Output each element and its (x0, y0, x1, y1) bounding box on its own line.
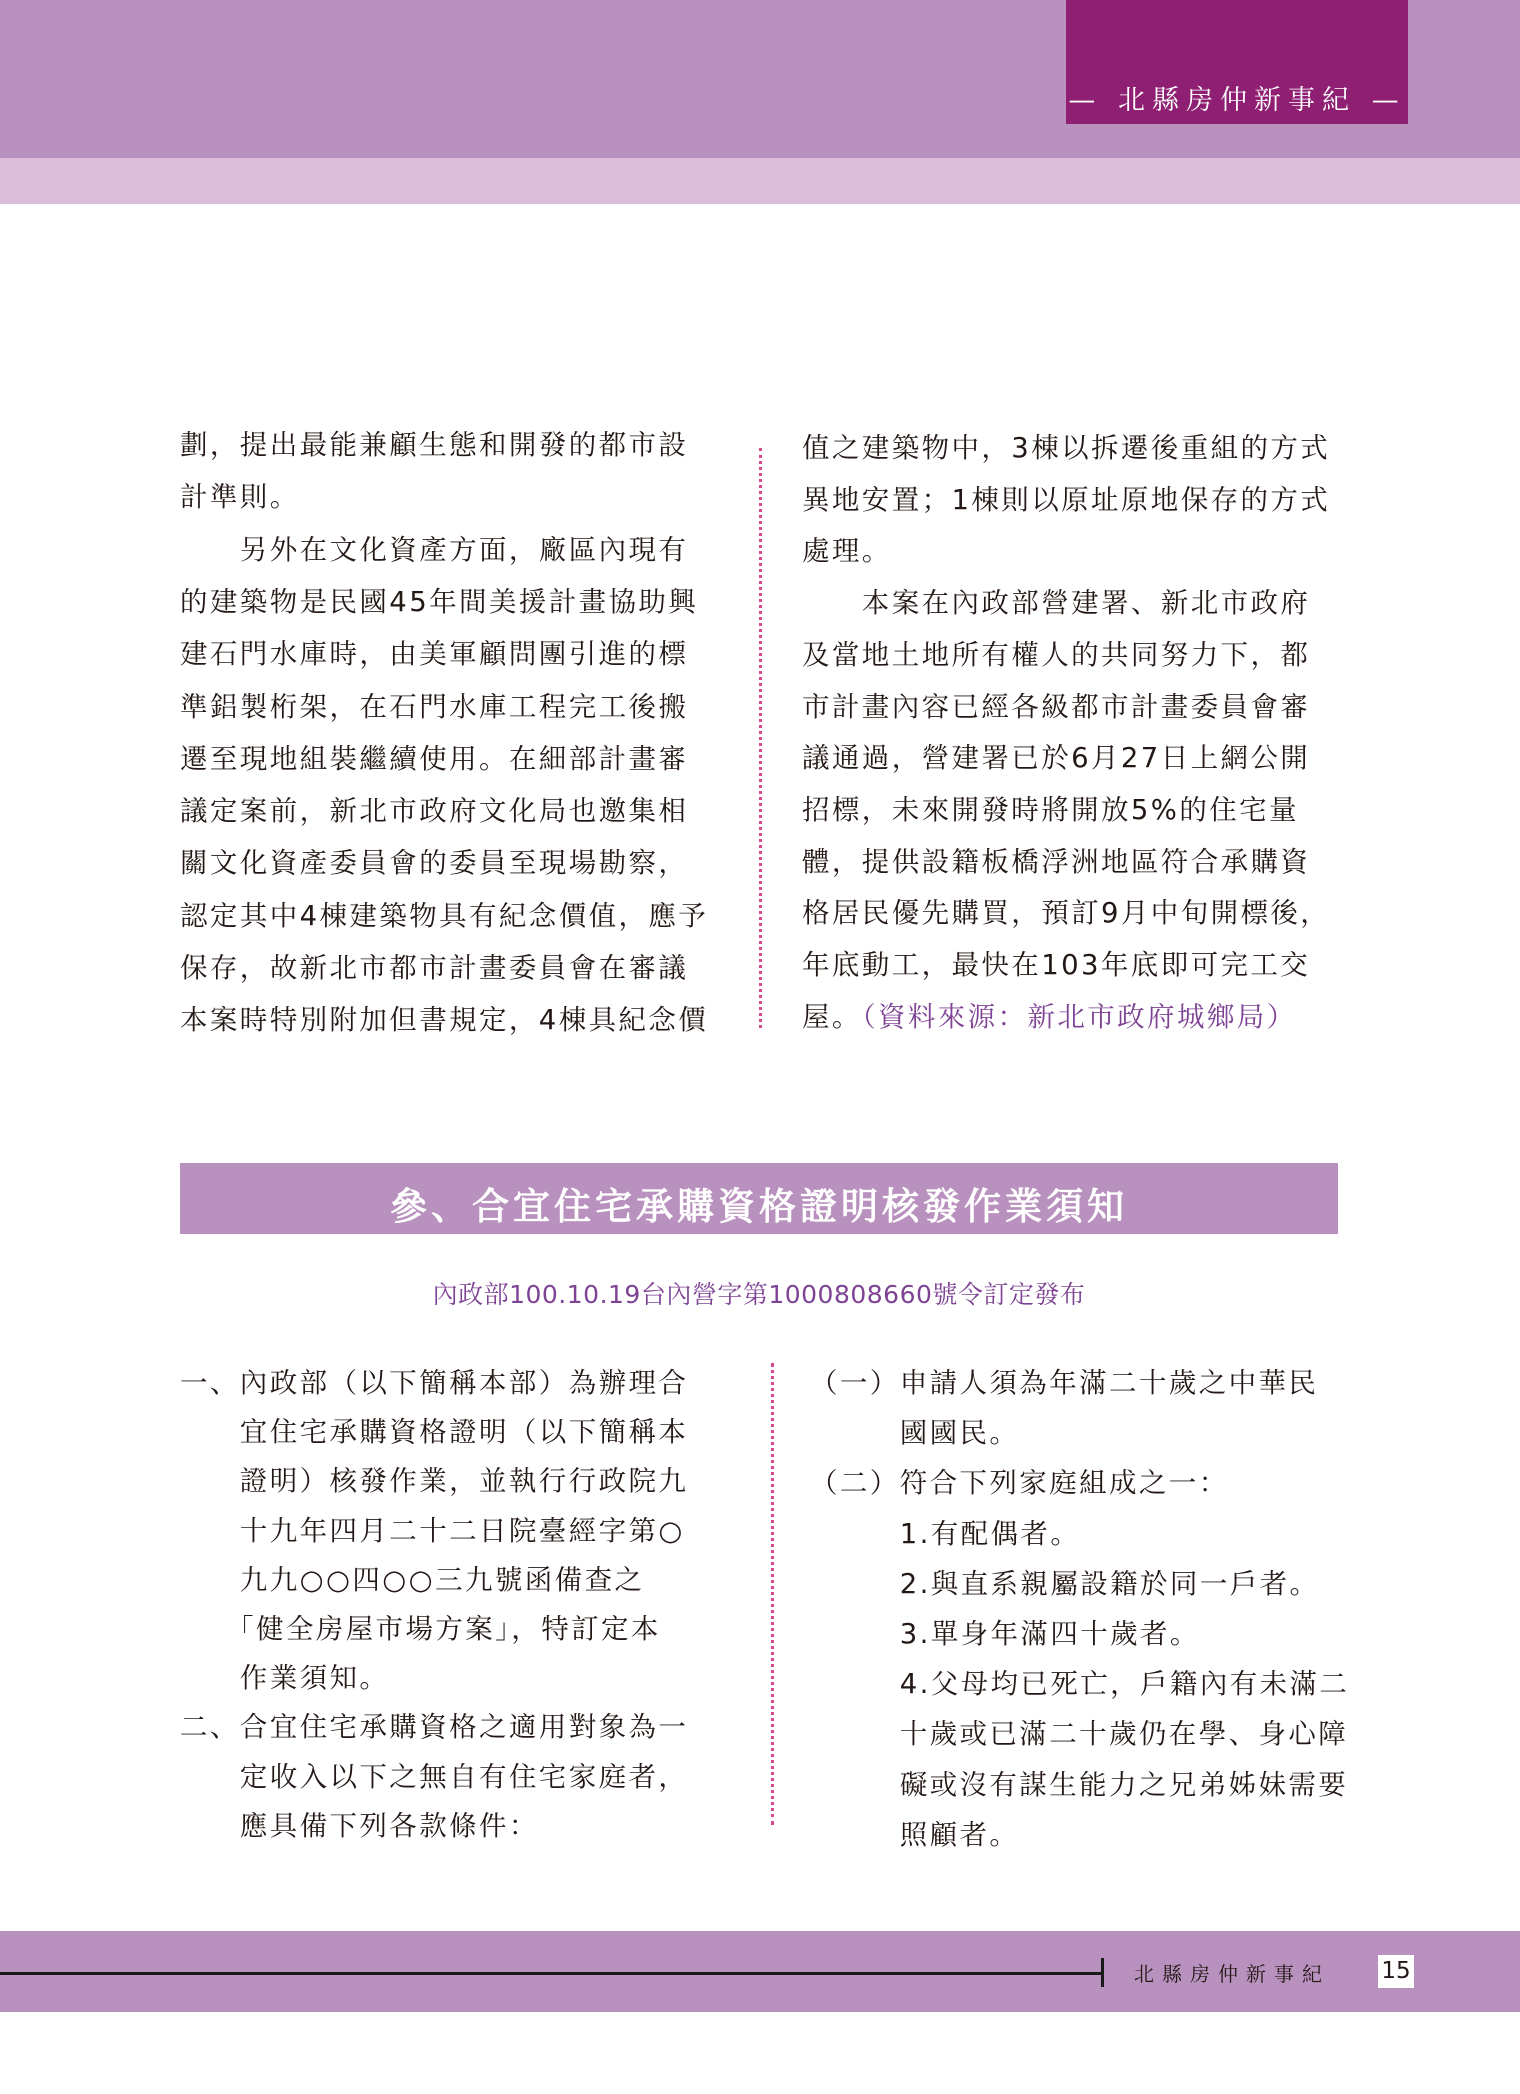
text-line: 證明）核發作業，並執行行政院九 (180, 1465, 689, 1498)
header-accent-band (0, 158, 1520, 204)
text-line: 3.單身年滿四十歲者。 (810, 1618, 1200, 1650)
text-line: 保存，故新北市都市計畫委員會在審議 (180, 952, 689, 984)
text-line: 另外在文化資產方面，廠區內現有 (180, 533, 689, 566)
text-line: 2.與直系親屬設籍於同一戶者。 (810, 1567, 1320, 1600)
text-line: 本案時特別附加但書規定，4棟具紀念價 (180, 1004, 709, 1037)
section-title: 參、合宜住宅承購資格證明核發作業須知 (390, 1185, 1128, 1228)
text-line (802, 994, 1297, 1034)
source-citation: （資料來源：新北市政府城鄉局） (861, 1000, 1297, 1033)
text-line: 值之建築物中，3棟以拆遷後重組的方式 (802, 432, 1331, 464)
text-line: 劃，提出最能兼顧生態和開發的都市設 (180, 429, 689, 461)
text-line: 建石門水庫時，由美軍顧問團引進的標 (180, 638, 689, 671)
text-line: 二、合宜住宅承購資格之適用對象為一 (180, 1711, 689, 1744)
text-line: 照顧者。 (810, 1818, 1020, 1851)
text-line: 招標，未來開發時將開放5%的住宅量 (802, 793, 1299, 826)
section-column-divider (771, 1363, 774, 1825)
text-line: 「健全房屋市場方案」，特訂定本 (180, 1613, 661, 1645)
text-line: 一、內政部（以下簡稱本部）為辦理合 (180, 1367, 689, 1399)
magazine-tag (1066, 0, 1408, 124)
text-line: 及當地土地所有權人的共同努力下，都 (802, 638, 1311, 671)
text-fragment: 屋。 (802, 1000, 862, 1033)
text-line: 遷至現地組裝繼續使用。在細部計畫審 (180, 742, 689, 775)
text-line: 本案在內政部營建署、新北市政府 (802, 587, 1311, 620)
text-line: 的建築物是民國45年間美援計畫協助興 (180, 585, 699, 618)
page-number: 15 (1381, 1958, 1411, 1984)
text-line: 計準則。 (180, 481, 300, 514)
text-line: 認定其中4棟建築物具有紀念價值，應予 (180, 899, 709, 932)
text-line: （二）符合下列家庭組成之一： (810, 1467, 1229, 1500)
text-line: 市計畫內容已經各級都市計畫委員會審 (802, 690, 1311, 723)
text-line: 格居民優先購買，預訂9月中旬開標後， (802, 897, 1331, 930)
text-line: 年底動工，最快在103年底即可完工交 (802, 949, 1311, 981)
text-line: 九九○○四○○三九號函備查之 (180, 1563, 645, 1596)
text-line: 1.有配偶者。 (810, 1517, 1081, 1550)
footer-rule (0, 1972, 1104, 1975)
column-divider (759, 448, 762, 1028)
page-number-box (1378, 1955, 1414, 1988)
text-line: 定收入以下之無自有住宅家庭者， (180, 1760, 689, 1793)
text-line: 作業須知。 (180, 1662, 390, 1695)
text-line: 關文化資產委員會的委員至現場勘察， (180, 847, 689, 880)
text-line: （一）申請人須為年滿二十歲之中華民 (810, 1367, 1319, 1399)
footer-label: 北縣房仲新事紀 (1134, 1962, 1330, 1986)
magazine-tag-text: — 北縣房仲新事紀 — (1068, 85, 1406, 116)
text-line: 4.父母均已死亡，戶籍內有未滿二 (810, 1668, 1350, 1701)
text-line: 宜住宅承購資格證明（以下簡稱本 (180, 1416, 689, 1449)
text-line: 異地安置；1棟則以原址原地保存的方式 (802, 483, 1331, 516)
text-line: 十歲或已滿二十歲仍在學、身心障 (810, 1718, 1349, 1751)
section-title-bar (180, 1163, 1338, 1234)
text-line: 礙或沒有謀生能力之兄弟姊妹需要 (810, 1768, 1349, 1801)
text-line: 應具備下列各款條件： (180, 1809, 539, 1842)
text-line: 處理。 (802, 535, 892, 568)
text-line: 議定案前，新北市政府文化局也邀集相 (180, 795, 689, 828)
text-line: 國國民。 (810, 1417, 1020, 1450)
text-line: 準鋁製桁架，在石門水庫工程完工後搬 (180, 690, 689, 723)
text-line: 十九年四月二十二日院臺經字第○ (180, 1514, 685, 1547)
footer-rule-tick (1101, 1958, 1104, 1987)
text-line: 體，提供設籍板橋浮洲地區符合承購資 (802, 845, 1311, 878)
section-subtitle: 內政部100.10.19台內營字第1000808660號令訂定發布 (432, 1280, 1086, 1309)
text-line: 議通過，營建署已於6月27日上網公開 (802, 742, 1311, 775)
